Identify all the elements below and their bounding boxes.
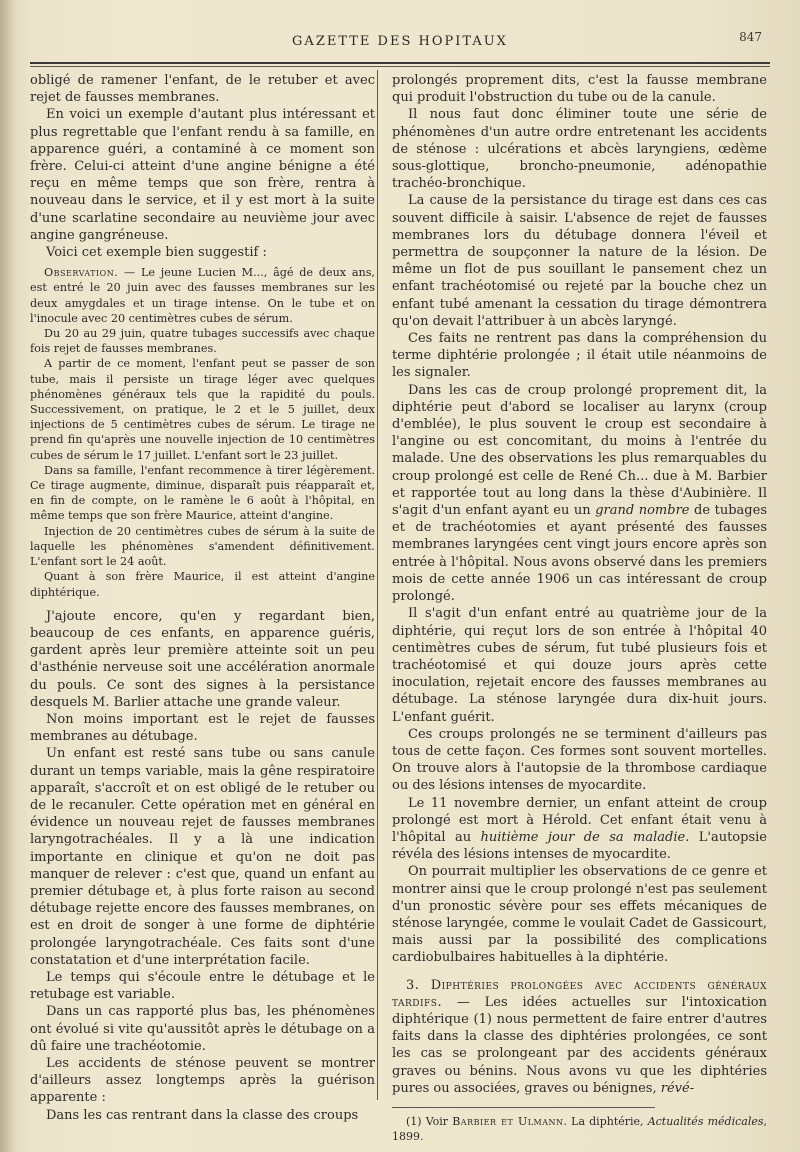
emphasis: révé- bbox=[660, 1080, 695, 1096]
footnote-authors: Barbier et Ulmann bbox=[452, 1114, 564, 1128]
footnote-rule bbox=[392, 1107, 655, 1108]
right-column bbox=[392, 72, 767, 1144]
paragraph: Les accidents de sténose peuvent se montrer d'ailleurs assez longtemps après la guérison apparente : bbox=[30, 1055, 375, 1106]
page-binding-shadow bbox=[0, 0, 16, 1152]
observation-paragraph: Quant à son frère Maurice, il est atteint d'angine diphtérique. bbox=[30, 570, 375, 599]
paragraph: Ces croups prolongés ne se terminent d'ailleurs pas tous de cette façon. Ces formes sont souvent mortelles. On trouve alors à l'autopsie de la thrombose cardiaque ou des lésions intenses de myocardite. bbox=[392, 726, 767, 794]
running-title: GAZETTE DES HOPITAUX bbox=[292, 34, 508, 49]
header-rule bbox=[30, 62, 770, 64]
paragraph: prolongés proprement dits, c'est la fausse membrane qui produit l'obstruction du tube ou de la canule. bbox=[392, 73, 767, 106]
paragraph: Dans les cas rentrant dans la classe des croups bbox=[46, 1107, 359, 1123]
header-rule-thin bbox=[30, 66, 770, 67]
observation-block bbox=[30, 265, 375, 599]
observation-paragraph: Du 20 au 29 juin, quatre tubages successifs avec chaque fois rejet de fausses membranes. bbox=[30, 327, 375, 356]
paragraph: Il nous faut donc éliminer toute une série de phénomènes d'un autre ordre entretenant les accidents de sténose : ulcérations et abcès laryngiens, œdème sous-glottique, broncho-pneumonie, adénopathie trachéo-bronchique. bbox=[392, 107, 767, 192]
paragraph: J'ajoute encore, qu'en y regardant bien, beaucoup de ces enfants, en apparence guéris, gardent après leur première atteinte soit un peu d'asthénie nerveuse soit une accélération anormale du pouls. Ce sont des signes à la persistance desquels M. Barlier attache une grande valeur. bbox=[30, 608, 375, 710]
paragraph: Le 11 novembre dernier, un enfant atteint de croup prolongé est mort à Hérold. Cet enfant était venu à l'hôpital au huitième jour de sa maladie. L'autopsie révéla des lésions intenses de myocardite. bbox=[392, 795, 767, 863]
paragraph: Ces faits ne rentrent pas dans la compréhension du terme diphtérie prolongée ; il était utile néanmoins de les signaler. bbox=[392, 331, 767, 381]
emphasis: huitième jour de sa maladie bbox=[480, 829, 686, 845]
footnote-title: Actualités médicales bbox=[647, 1114, 764, 1128]
paragraph: Dans les cas de croup prolongé proprement dit, la diphtérie peut d'abord se localiser au larynx (croup d'emblée), le plus souvent le croup est secondaire à l'angine ou est concomitant, du moins à l'entrée du malade. Une des observations les plus remarquables du croup prolongé est celle de René Ch... due à M. Barbier et rapportée tout au long dans la thèse d'Aubinière. Il s'agit d'un enfant ayant eu un grand nombre de tubages et de trachéotomies et ayant présenté des fausses membranes laryngées cent vingt jours encore après son entrée à l'hôpital. Nous avons observé dans les premiers mois de cette année 1906 un cas intéressant de croup prolongé. bbox=[392, 382, 767, 605]
observation-label: Observation. bbox=[44, 266, 119, 280]
emphasis: grand nombre bbox=[595, 503, 690, 519]
paragraph: Non moins important est le rejet de fausses membranes au détubage. bbox=[30, 711, 375, 745]
paragraph: La cause de la persistance du tirage est dans ces cas souvent difficile à saisir. L'absence de rejet de fausses membranes lors du détubage donnera l'éveil et permettra de soupçonner la nature de la lésion. De même un flot de pus souillant le pansement chez un enfant trachéotomisé ou rejeté par la bouche chez un enfant tubé amenant la cessation du tirage démontrera qu'on devait l'attribuer à un abcès laryngé. bbox=[392, 193, 767, 329]
paragraph: Le temps qui s'écoule entre le détubage et le retubage est variable. bbox=[30, 969, 375, 1003]
column-divider bbox=[377, 70, 378, 1100]
paragraph: Un enfant est resté sans tube ou sans canule durant un temps variable, mais la gêne respiratoire apparaît, s'accroît et on est obligé de le retuber ou de le recanuler. Cette opération met en général en évidence un nouveau rejet de fausses membranes laryngotrachéales. Il y a là une indication importante en clinique et qu'on ne doit pas manquer de relever : c'est que, quand un enfant au premier détubage et, à plus forte raison au second détubage rejette encore des fausses membranes, on est en droit de songer à une forme de diphtérie prolongée laryngotrachéale. Ces faits sont d'une constatation et d'une interprétation facile. bbox=[30, 746, 375, 968]
observation-paragraph: Dans sa famille, l'enfant recommence à tirer légèrement. Ce tirage augmente, diminue, disparaît puis réapparaît et, en fin de compte, on le ramène le 6 août à l'hôpital, en même temps que son frère Maurice, atteint d'angine. bbox=[30, 463, 375, 523]
section-paragraph: 3. Diphtéries prolongées avec accidents généraux tardifs. — Les idées actuelles sur l'intoxication diphtérique (1) nous permettent de faire entrer d'autres faits dans la classe des diphtéries prolongées, ce sont les cas se prolongeant par des accidents généraux graves ou bénins. Nous avons vu que les diphtéries pures ou associées, graves ou bénignes, révé- bbox=[392, 977, 767, 1096]
page-number: 847 bbox=[739, 30, 762, 44]
footnote: (1) Voir Barbier et Ulmann. La diphtérie, Actualités médicales, 1899. bbox=[392, 1114, 767, 1143]
observation-text: — Le jeune Lucien M..., âgé de deux ans, est entré le 20 juin avec des fausses membranes sur les deux amygdales et un tirage intense. On le tube et on l'inocule avec 20 centimètres cubes de sérum. bbox=[30, 266, 375, 325]
observation-paragraph: A partir de ce moment, l'enfant peut se passer de son tube, mais il persiste un tirage léger avec quelques phénomènes généraux tels que la rapidité du pouls. Successivement, on pratique, le 2 et le 5 juillet, deux injections de 5 centimètres cubes de sérum. Le tirage ne prend fin qu'après une nouvelle injection de 10 centimètres cubes de sérum le 17 juillet. L'enfant sort le 23 juillet. bbox=[30, 357, 375, 462]
paragraph: En voici un exemple d'autant plus intéressant et plus regrettable que l'enfant rendu à sa famille, en apparence guéri, a contaminé à ce moment son frère. Celui-ci atteint d'une angine bénigne a été reçu en même temps que son frère, rentra à nouveau dans le service, et il y est mort à la suite d'une scarlatine secondaire au neuvième jour avec angine gangréneuse. bbox=[30, 107, 375, 243]
paragraph: Dans un cas rapporté plus bas, les phénomènes ont évolué si vite qu'aussitôt après le détubage on a dû faire une trachéotomie. bbox=[30, 1004, 375, 1054]
page-header bbox=[30, 30, 770, 56]
observation-paragraph: Injection de 20 centimètres cubes de sérum à la suite de laquelle les phénomènes s'amendent définitivement. L'enfant sort le 24 août. bbox=[30, 524, 375, 569]
observation-paragraph bbox=[30, 265, 375, 326]
paragraph: Voici cet exemple bien suggestif : bbox=[46, 245, 267, 261]
left-column bbox=[30, 72, 375, 1124]
section-heading: 3. Diphtéries prolongées avec accidents généraux tardifs. bbox=[392, 977, 767, 1010]
paragraph: obligé de ramener l'enfant, de le retuber et avec rejet de fausses membranes. bbox=[30, 73, 375, 106]
paragraph: On pourrait multiplier les observations de ce genre et montrer ainsi que le croup prolongé n'est pas seulement d'un pronostic sévère pour ses effets mécaniques de sténose laryngée, comme le voulait Cadet de Gassicourt, mais aussi par la possibilité des complications cardiobulbaires habituelles à la diphtérie. bbox=[392, 864, 767, 966]
paragraph: Il s'agit d'un enfant entré au quatrième jour de la diphtérie, qui reçut lors de son entrée à l'hôpital 40 centimètres cubes de sérum, fut tubé plusieurs fois et trachéotomisé et qui douze jours après cette inoculation, rejetait encore des fausses membranes au détubage. La sténose laryngée dura dix-huit jours. L'enfant guérit. bbox=[392, 606, 767, 725]
